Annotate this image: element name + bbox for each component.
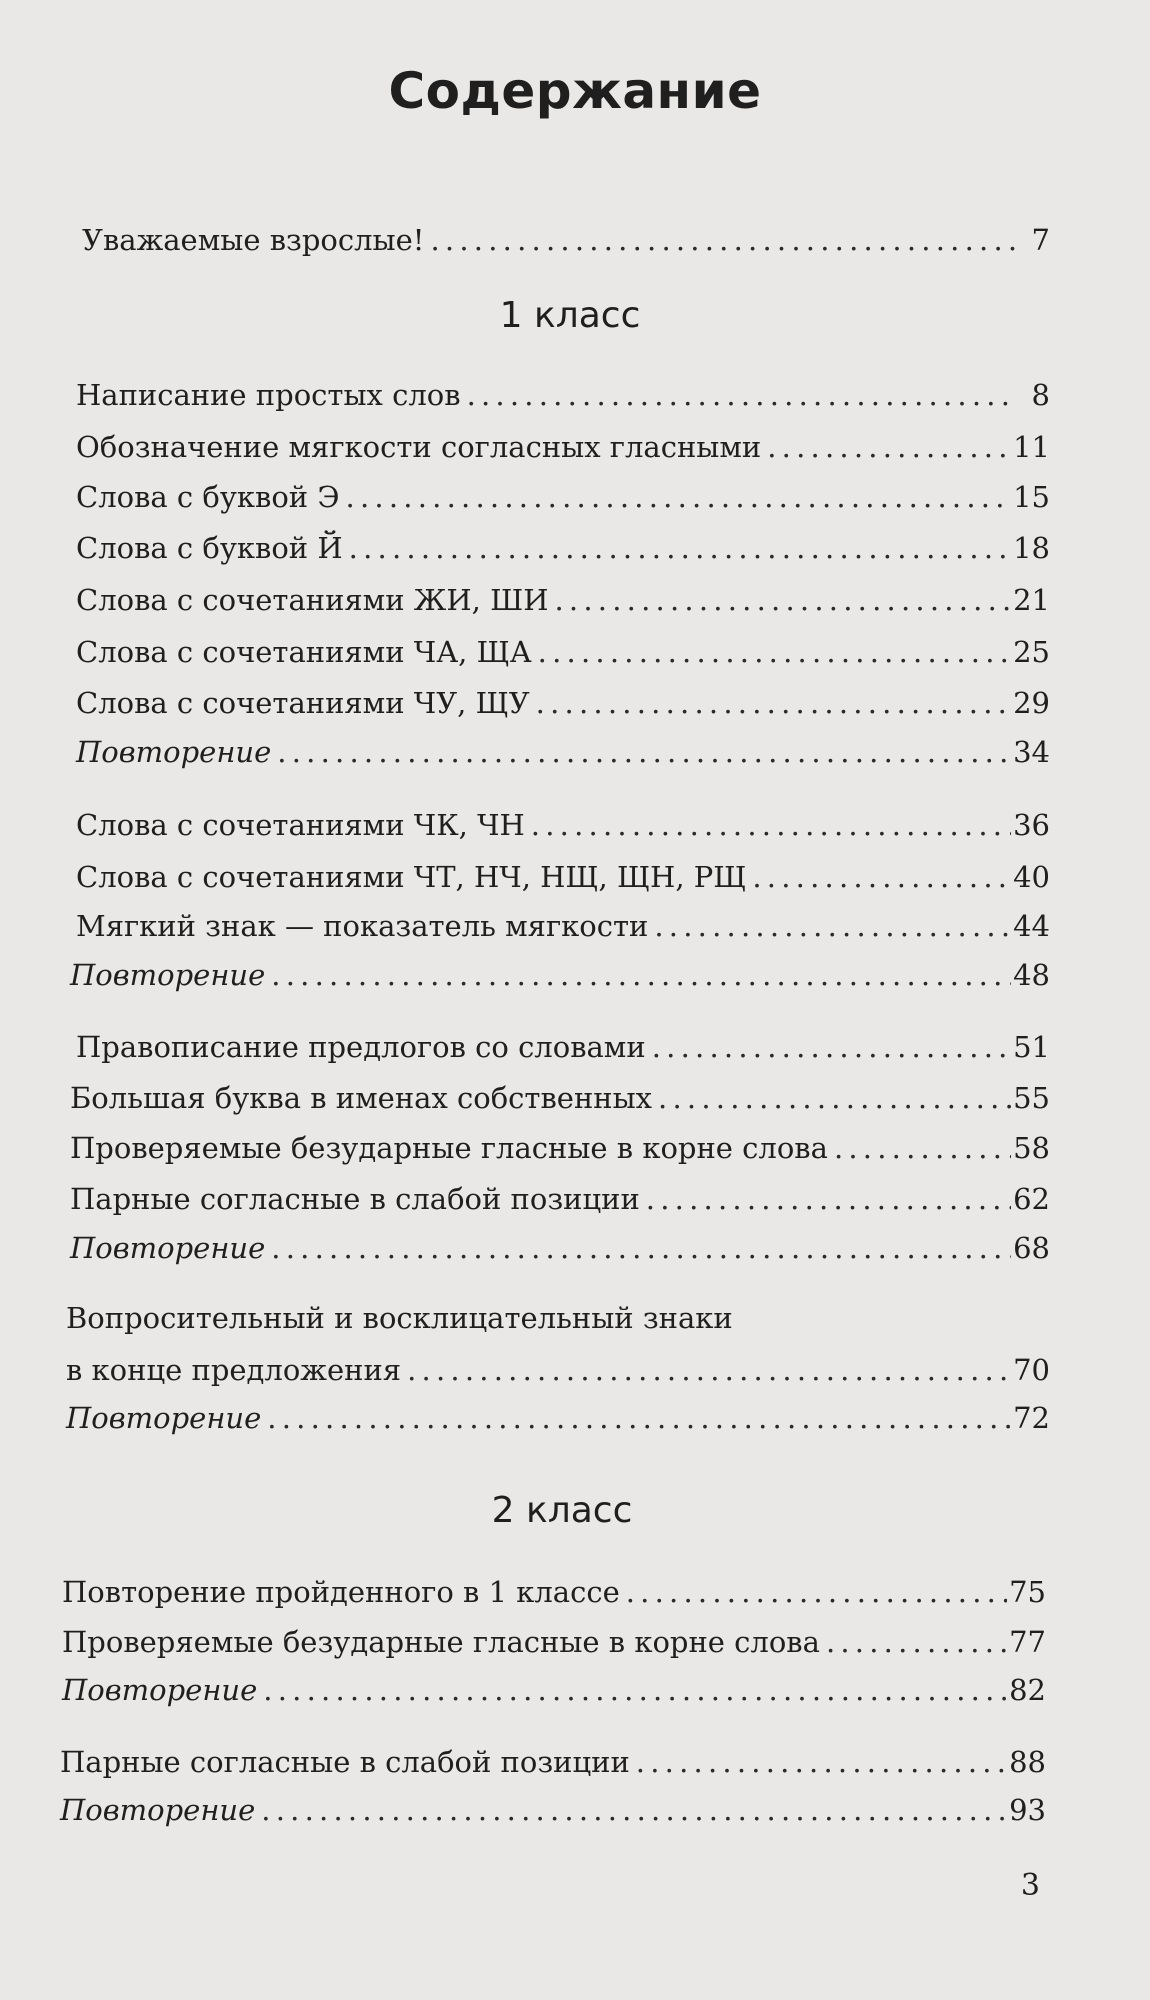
dot-leader: [652, 1027, 1011, 1067]
entry-page: 75: [1009, 1575, 1046, 1609]
entry-page: 44: [1013, 909, 1050, 943]
entry-label: Обозначение мягкости согласных гласными: [76, 430, 762, 464]
entry-page: 82: [1009, 1673, 1046, 1707]
toc-entry: [62, 1572, 1046, 1612]
toc-entry: [60, 1742, 1046, 1782]
toc-entry: [76, 528, 1050, 568]
toc-entry: [76, 906, 1050, 946]
dot-leader: [271, 1228, 1011, 1268]
entry-page: 18: [1013, 531, 1050, 565]
entry-page: 21: [1013, 583, 1050, 617]
entry-label: Слова с сочетаниями ЧК, ЧН: [76, 808, 525, 842]
grade-2-heading: 2 класс: [491, 1490, 633, 1531]
toc-entry-review: [62, 1670, 1046, 1710]
dot-leader: [767, 427, 1011, 467]
entry-label: Написание простых слов: [76, 378, 461, 412]
entry-label: Слова с буквой Э: [76, 480, 340, 514]
entry-page: 7: [1031, 223, 1050, 257]
entry-label: Повторение: [70, 1231, 266, 1265]
entry-page: 55: [1013, 1081, 1050, 1115]
entry-label: Проверяемые безударные гласные в корне слова: [62, 1625, 820, 1659]
dot-leader: [646, 1179, 1011, 1219]
entry-page: 68: [1013, 1231, 1050, 1265]
toc-entry: [76, 1027, 1050, 1067]
entry-page: 51: [1013, 1030, 1050, 1064]
entry-label: Слова с сочетаниями ЧА, ЩА: [76, 635, 532, 669]
entry-page: 62: [1013, 1182, 1050, 1216]
toc-entry: [76, 857, 1050, 897]
entry-label: Повторение: [66, 1401, 262, 1435]
entry-page: 34: [1013, 735, 1050, 769]
entry-label: Правописание предлогов со словами: [76, 1030, 646, 1064]
toc-title: Содержание: [388, 62, 762, 120]
toc-entry-review: [66, 1398, 1050, 1438]
entry-page: 8: [1031, 378, 1050, 412]
dot-leader: [261, 1790, 1007, 1830]
toc-entry-multiline-line1: Вопросительный и восклицательный знаки: [66, 1301, 733, 1335]
entry-label: Уважаемые взрослые!: [82, 223, 425, 257]
toc-entry: [76, 805, 1050, 845]
dot-leader: [658, 1078, 1011, 1118]
toc-entry: [76, 477, 1050, 517]
dot-leader: [271, 955, 1011, 995]
entry-label: Повторение: [60, 1793, 256, 1827]
dot-leader: [430, 220, 1016, 260]
toc-entry: [76, 375, 1050, 415]
dot-leader: [346, 477, 1012, 517]
entry-label: Повторение: [76, 735, 272, 769]
entry-page: 25: [1013, 635, 1050, 669]
entry-label: Повторение: [70, 958, 266, 992]
dot-leader: [826, 1622, 1007, 1662]
entry-page: 77: [1009, 1625, 1046, 1659]
dot-leader: [407, 1350, 1011, 1390]
entry-page: 93: [1009, 1793, 1046, 1827]
entry-label: Большая буква в именах собственных: [70, 1081, 653, 1115]
entry-label: Повторение пройденного в 1 классе: [62, 1575, 620, 1609]
entry-page: 11: [1013, 430, 1050, 464]
grade-1-heading: 1 класс: [499, 295, 641, 336]
dot-leader: [626, 1572, 1007, 1612]
dot-leader: [349, 528, 1011, 568]
entry-page: 40: [1013, 860, 1050, 894]
entry-label: Проверяемые безударные гласные в корне слова: [70, 1131, 828, 1165]
toc-entry-review: [76, 732, 1050, 772]
entry-page: 70: [1013, 1353, 1050, 1387]
entry-page: 36: [1013, 808, 1050, 842]
dot-leader: [752, 857, 1011, 897]
entry-label: Парные согласные в слабой позиции: [70, 1182, 640, 1216]
toc-entry: [62, 1622, 1046, 1662]
page-number: 3: [1020, 1868, 1040, 1903]
entry-label: Слова с буквой Й: [76, 531, 343, 565]
toc-entry: [76, 427, 1050, 467]
entry-label: в конце предложения: [66, 1353, 402, 1387]
toc-entry-review: [70, 955, 1050, 995]
toc-entry: [76, 580, 1050, 620]
toc-entry-intro: [82, 220, 1050, 260]
dot-leader: [267, 1398, 1011, 1438]
entry-label: Слова с сочетаниями ЖИ, ШИ: [76, 583, 549, 617]
dot-leader: [467, 375, 1016, 415]
dot-leader: [277, 732, 1011, 772]
toc-entry: [76, 683, 1050, 723]
toc-entry: [76, 632, 1050, 672]
dot-leader: [834, 1128, 1011, 1168]
toc-entry-review: [60, 1790, 1046, 1830]
dot-leader: [554, 580, 1011, 620]
dot-leader: [536, 683, 1011, 723]
toc-entry-review: [70, 1228, 1050, 1268]
entry-label: Повторение: [62, 1673, 258, 1707]
dot-leader: [531, 805, 1011, 845]
entry-label: Слова с сочетаниями ЧТ, НЧ, НЩ, ЩН, РЩ: [76, 860, 747, 894]
dot-leader: [263, 1670, 1007, 1710]
toc-entry: [70, 1179, 1050, 1219]
entry-page: 58: [1013, 1131, 1050, 1165]
entry-label: Парные согласные в слабой позиции: [60, 1745, 630, 1779]
entry-label: Мягкий знак — показатель мягкости: [76, 909, 649, 943]
dot-leader: [654, 906, 1011, 946]
dot-leader: [636, 1742, 1007, 1782]
entry-page: 29: [1013, 686, 1050, 720]
toc-entry: [70, 1078, 1050, 1118]
entry-page: 88: [1009, 1745, 1046, 1779]
toc-entry-multiline: [66, 1350, 1050, 1390]
toc-entry: [70, 1128, 1050, 1168]
entry-label: Слова с сочетаниями ЧУ, ЩУ: [76, 686, 530, 720]
entry-page: 72: [1013, 1401, 1050, 1435]
entry-page: 48: [1013, 958, 1050, 992]
dot-leader: [538, 632, 1011, 672]
entry-page: 15: [1013, 480, 1050, 514]
